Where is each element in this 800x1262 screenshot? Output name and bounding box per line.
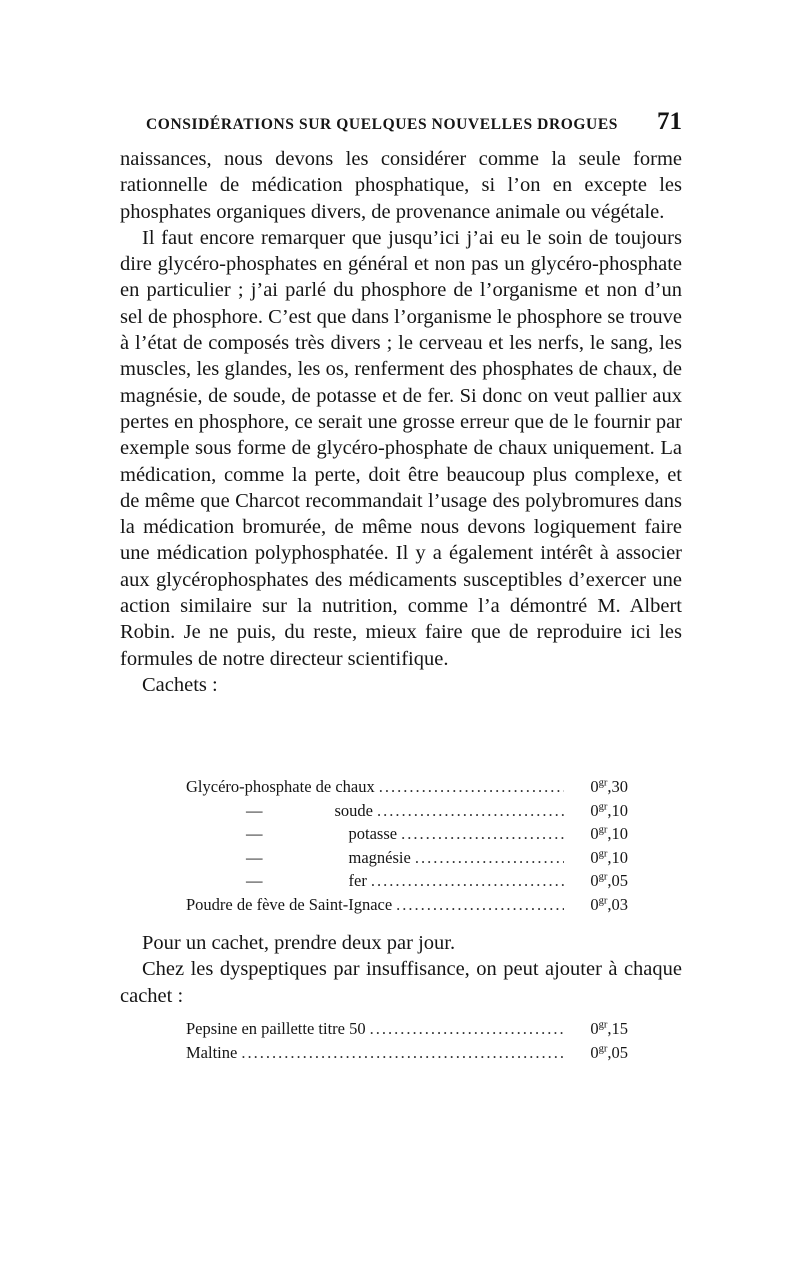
formula-row [186, 893, 628, 917]
formula-row [186, 869, 628, 893]
formula-row [186, 822, 628, 846]
ingredient: Glycéro-phosphate de chaux [186, 777, 375, 796]
ditto-dash: — [246, 847, 263, 867]
leader-dots [241, 1041, 564, 1065]
ingredient: fer [348, 871, 367, 890]
ingredient: Pepsine en paillette titre 50 [186, 1019, 366, 1038]
ingredient: Maltine [186, 1042, 238, 1062]
amount: $0^{gr},10$ [590, 800, 628, 820]
ingredient: magnésie [348, 847, 411, 867]
leader-dots [401, 822, 564, 846]
page-number: 71 [657, 108, 682, 135]
page-header [120, 108, 682, 136]
amount: $0^{gr},30$ [590, 777, 628, 796]
formula-heading: Cachets : [142, 673, 218, 696]
formula-row [186, 775, 628, 799]
body-text [120, 146, 682, 698]
leader-dots [377, 799, 564, 823]
ingredient: soude [334, 800, 373, 820]
formula-row [186, 1041, 628, 1065]
amount: $0^{gr},15$ [590, 1019, 628, 1038]
formula-row [186, 846, 628, 870]
ditto-dash: — [246, 824, 263, 843]
formula-row [186, 1017, 628, 1041]
amount: $0^{gr},05$ [590, 1042, 628, 1062]
amount: $0^{gr},03$ [590, 894, 628, 914]
leader-dots [370, 1017, 564, 1041]
amount: $0^{gr},10$ [590, 847, 628, 867]
formula-additions [186, 1017, 628, 1064]
amount: $0^{gr},05$ [590, 871, 628, 890]
formula-cachets [186, 775, 628, 916]
leader-dots [371, 869, 564, 893]
ditto-dash: — [246, 800, 263, 820]
paragraph: naissances, nous devons les considérer comme la seule forme rationnelle de médication phosphatique, si l’on en excepte les phosphates organiques divers, de provenance animale ou végétale. [120, 148, 682, 223]
leader-dots [396, 893, 564, 917]
leader-dots [379, 775, 564, 799]
paragraph: Chez les dyspeptiques par insuffisance, on peut ajouter à chaque cachet : [120, 958, 682, 1007]
ingredient: Poudre de fève de Saint-Ignace [186, 894, 393, 914]
ingredient: potasse [348, 824, 398, 843]
amount: $0^{gr},10$ [590, 824, 628, 843]
leader-dots [415, 846, 564, 870]
ditto-dash: — [246, 871, 263, 890]
paragraph: Pour un cachet, prendre deux par jour. [142, 932, 456, 954]
instructions-text [120, 930, 682, 1009]
running-title: CONSIDÉRATIONS SUR QUELQUES NOUVELLES DROGUES [146, 116, 619, 133]
formula-row [186, 799, 628, 823]
paragraph: Il faut encore remarquer que jusqu’ici j’ai eu le soin de toujours dire glycéro-phosphates en général et non pas un glycéro-phosphate en particulier ; j’ai parlé du phosphore de l’organisme et non d’un sel de phosphore. C’est que dans l’organisme le phosphore se trouve à l’état de composés très divers ; le cerveau et les nerfs, le sang, les muscles, les glandes, les os, renferment des phosphates de chaux, de magnésie, de soude, de potasse et de fer. Si donc on veut pallier aux pertes en phosphore, ce serait une grosse erreur que de le fournir par exemple sous forme de glycéro-phosphate de chaux uniquement. La médication, comme la perte, doit être beaucoup plus complexe, et de même que Charcot recommandait l’usage des polybromures dans la médication bromurée, de même nous devons logiquement faire une médication polyphosphatée. Il y a également intérêt à associer aux glycérophosphates des médicaments susceptibles d’exercer une action similaire sur la nutrition, comme l’a démontré M. Albert Robin. Je ne puis, du reste, mieux faire que de reproduire ici les formules de notre directeur scientifique. [120, 226, 682, 670]
